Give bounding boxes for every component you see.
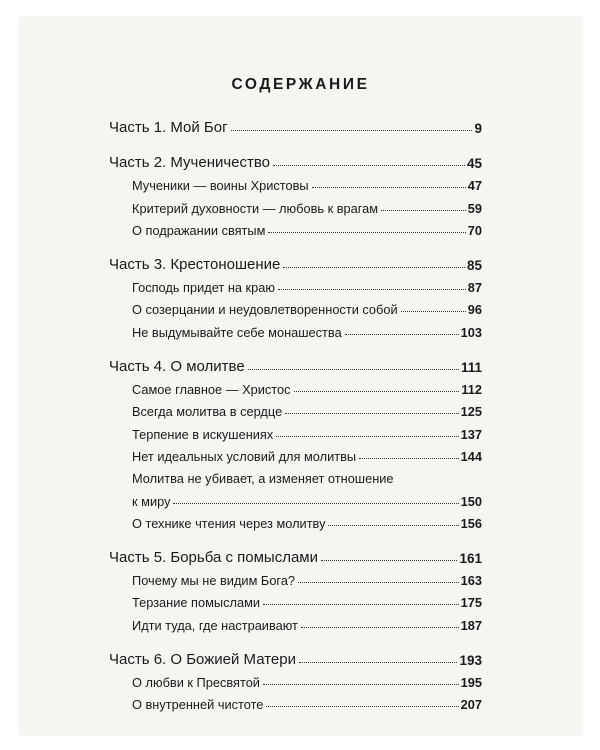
dot-leader	[273, 165, 465, 166]
toc-chapter-title: Всегда молитва в сердце	[132, 404, 283, 420]
dot-leader	[266, 706, 458, 707]
toc-part-entry[interactable]	[109, 543, 482, 566]
toc-page-number: 96	[467, 302, 482, 318]
toc-chapter-title: О созерцании и неудовлетворенности собой	[132, 302, 398, 318]
toc-page-number: 103	[460, 324, 482, 340]
toc-page-number: 150	[460, 493, 482, 509]
toc-page-number: 85	[466, 257, 482, 273]
toc-chapter-title: О внутренней чистоте	[132, 697, 264, 713]
toc-page-number: 112	[461, 382, 482, 398]
toc-chapter-entry[interactable]	[109, 273, 482, 295]
toc-page-number: 47	[467, 178, 482, 194]
toc-page-number: 111	[460, 359, 482, 375]
toc-part	[109, 113, 482, 136]
toc-chapter-entry[interactable]	[109, 193, 482, 215]
dot-leader	[278, 289, 466, 290]
toc-chapter-entry[interactable]	[109, 668, 482, 690]
toc-page-number: 187	[460, 617, 482, 633]
toc-page-number: 59	[467, 200, 482, 216]
toc-chapter-title: Терзание помыслами	[132, 595, 261, 611]
toc-chapter-entry[interactable]	[109, 588, 482, 610]
toc-chapter-title: Терпение в искушениях	[132, 426, 274, 442]
toc-chapter-title: О подражании святым	[132, 222, 266, 238]
toc-chapter-entry[interactable]	[109, 690, 482, 712]
toc-page-number: 163	[460, 573, 482, 589]
toc-part-entry[interactable]	[109, 250, 482, 273]
dot-leader	[231, 130, 473, 131]
dot-leader	[248, 369, 459, 370]
dot-leader	[359, 458, 459, 459]
toc-page-number: 125	[460, 404, 482, 420]
toc-chapter-entry[interactable]	[109, 566, 482, 588]
toc-part	[109, 352, 482, 531]
toc-chapter-entry[interactable]	[109, 419, 482, 441]
dot-leader	[312, 187, 466, 188]
toc-part	[109, 645, 482, 713]
dot-leader	[294, 391, 460, 392]
toc-chapter-entry[interactable]	[109, 216, 482, 238]
toc-page-number: 87	[467, 280, 482, 296]
toc-chapter-title: О любви к Пресвятой	[132, 675, 260, 691]
toc-chapter-title: Идти туда, где настраивают	[132, 617, 298, 633]
table-of-contents	[109, 113, 482, 724]
toc-chapter-title: Мученики — воины Христовы	[132, 178, 309, 194]
toc-chapter-entry[interactable]	[109, 317, 482, 339]
toc-page-number: 156	[460, 515, 482, 531]
toc-chapter-title: О технике чтения через молитву	[132, 515, 326, 531]
toc-chapter-title: Господь придет на краю	[132, 280, 275, 296]
toc-chapter-title-line: Молитва не убивает, а изменяет отношение	[132, 471, 394, 487]
dot-leader	[283, 267, 465, 268]
toc-part-entry[interactable]	[109, 645, 482, 668]
toc-part-entry[interactable]	[109, 352, 482, 375]
toc-chapter-title: Нет идеальных условий для молитвы	[132, 448, 357, 464]
toc-page-number: 195	[460, 675, 482, 691]
toc-chapter-title: Не выдумывайте себе монашества	[132, 324, 342, 340]
dot-leader	[276, 436, 458, 437]
toc-chapter-entry[interactable]	[109, 295, 482, 317]
toc-part	[109, 148, 482, 238]
toc-chapter-entry[interactable]	[109, 375, 482, 397]
dot-leader	[268, 232, 465, 233]
toc-part-entry[interactable]	[109, 148, 482, 171]
toc-chapter-entry[interactable]	[109, 486, 482, 508]
toc-page-number: 161	[459, 550, 482, 566]
toc-page-number: 70	[467, 222, 482, 238]
toc-chapter-entry[interactable]	[109, 397, 482, 419]
toc-chapter-entry[interactable]	[109, 610, 482, 632]
toc-part-entry[interactable]	[109, 113, 482, 136]
dot-leader	[381, 210, 466, 211]
toc-page-number: 45	[466, 156, 482, 171]
toc-page-number: 9	[474, 121, 482, 136]
book-page	[19, 17, 582, 735]
dot-leader	[328, 525, 458, 526]
toc-chapter-title: Самое главное — Христос	[132, 382, 291, 398]
toc-page-number: 193	[459, 652, 482, 668]
toc-part-title: Часть 4. О молитве	[109, 357, 245, 375]
toc-part-title: Часть 2. Мученичество	[109, 154, 271, 171]
dot-leader	[345, 334, 459, 335]
toc-part	[109, 543, 482, 633]
toc-page-number: 144	[460, 448, 482, 464]
toc-chapter-title: к миру	[132, 493, 171, 509]
toc-part-title: Часть 5. Борьба с помыслами	[109, 548, 318, 566]
toc-part-title: Часть 6. О Божией Матери	[109, 650, 296, 668]
dot-leader	[263, 604, 459, 605]
dot-leader	[299, 662, 458, 663]
toc-part	[109, 250, 482, 340]
toc-chapter-title: Почему мы не видим Бога?	[132, 573, 296, 589]
dot-leader	[321, 560, 457, 561]
dot-leader	[263, 684, 459, 685]
dot-leader	[298, 582, 459, 583]
toc-part-title: Часть 1. Мой Бог	[109, 119, 228, 136]
toc-page-number: 207	[460, 697, 482, 713]
toc-chapter-entry[interactable]	[109, 442, 482, 464]
toc-chapter-title: Критерий духовности — любовь к врагам	[132, 200, 379, 216]
dot-leader	[173, 503, 458, 504]
toc-part-title: Часть 3. Крестоношение	[109, 255, 281, 273]
page-title: СОДЕРЖАНИЕ	[231, 76, 370, 93]
toc-chapter-entry[interactable]	[109, 509, 482, 531]
dot-leader	[401, 311, 466, 312]
toc-page-number: 137	[460, 426, 482, 442]
dot-leader	[301, 627, 459, 628]
toc-chapter-entry[interactable]	[109, 171, 482, 193]
dot-leader	[285, 413, 458, 414]
toc-page-number: 175	[460, 595, 482, 611]
